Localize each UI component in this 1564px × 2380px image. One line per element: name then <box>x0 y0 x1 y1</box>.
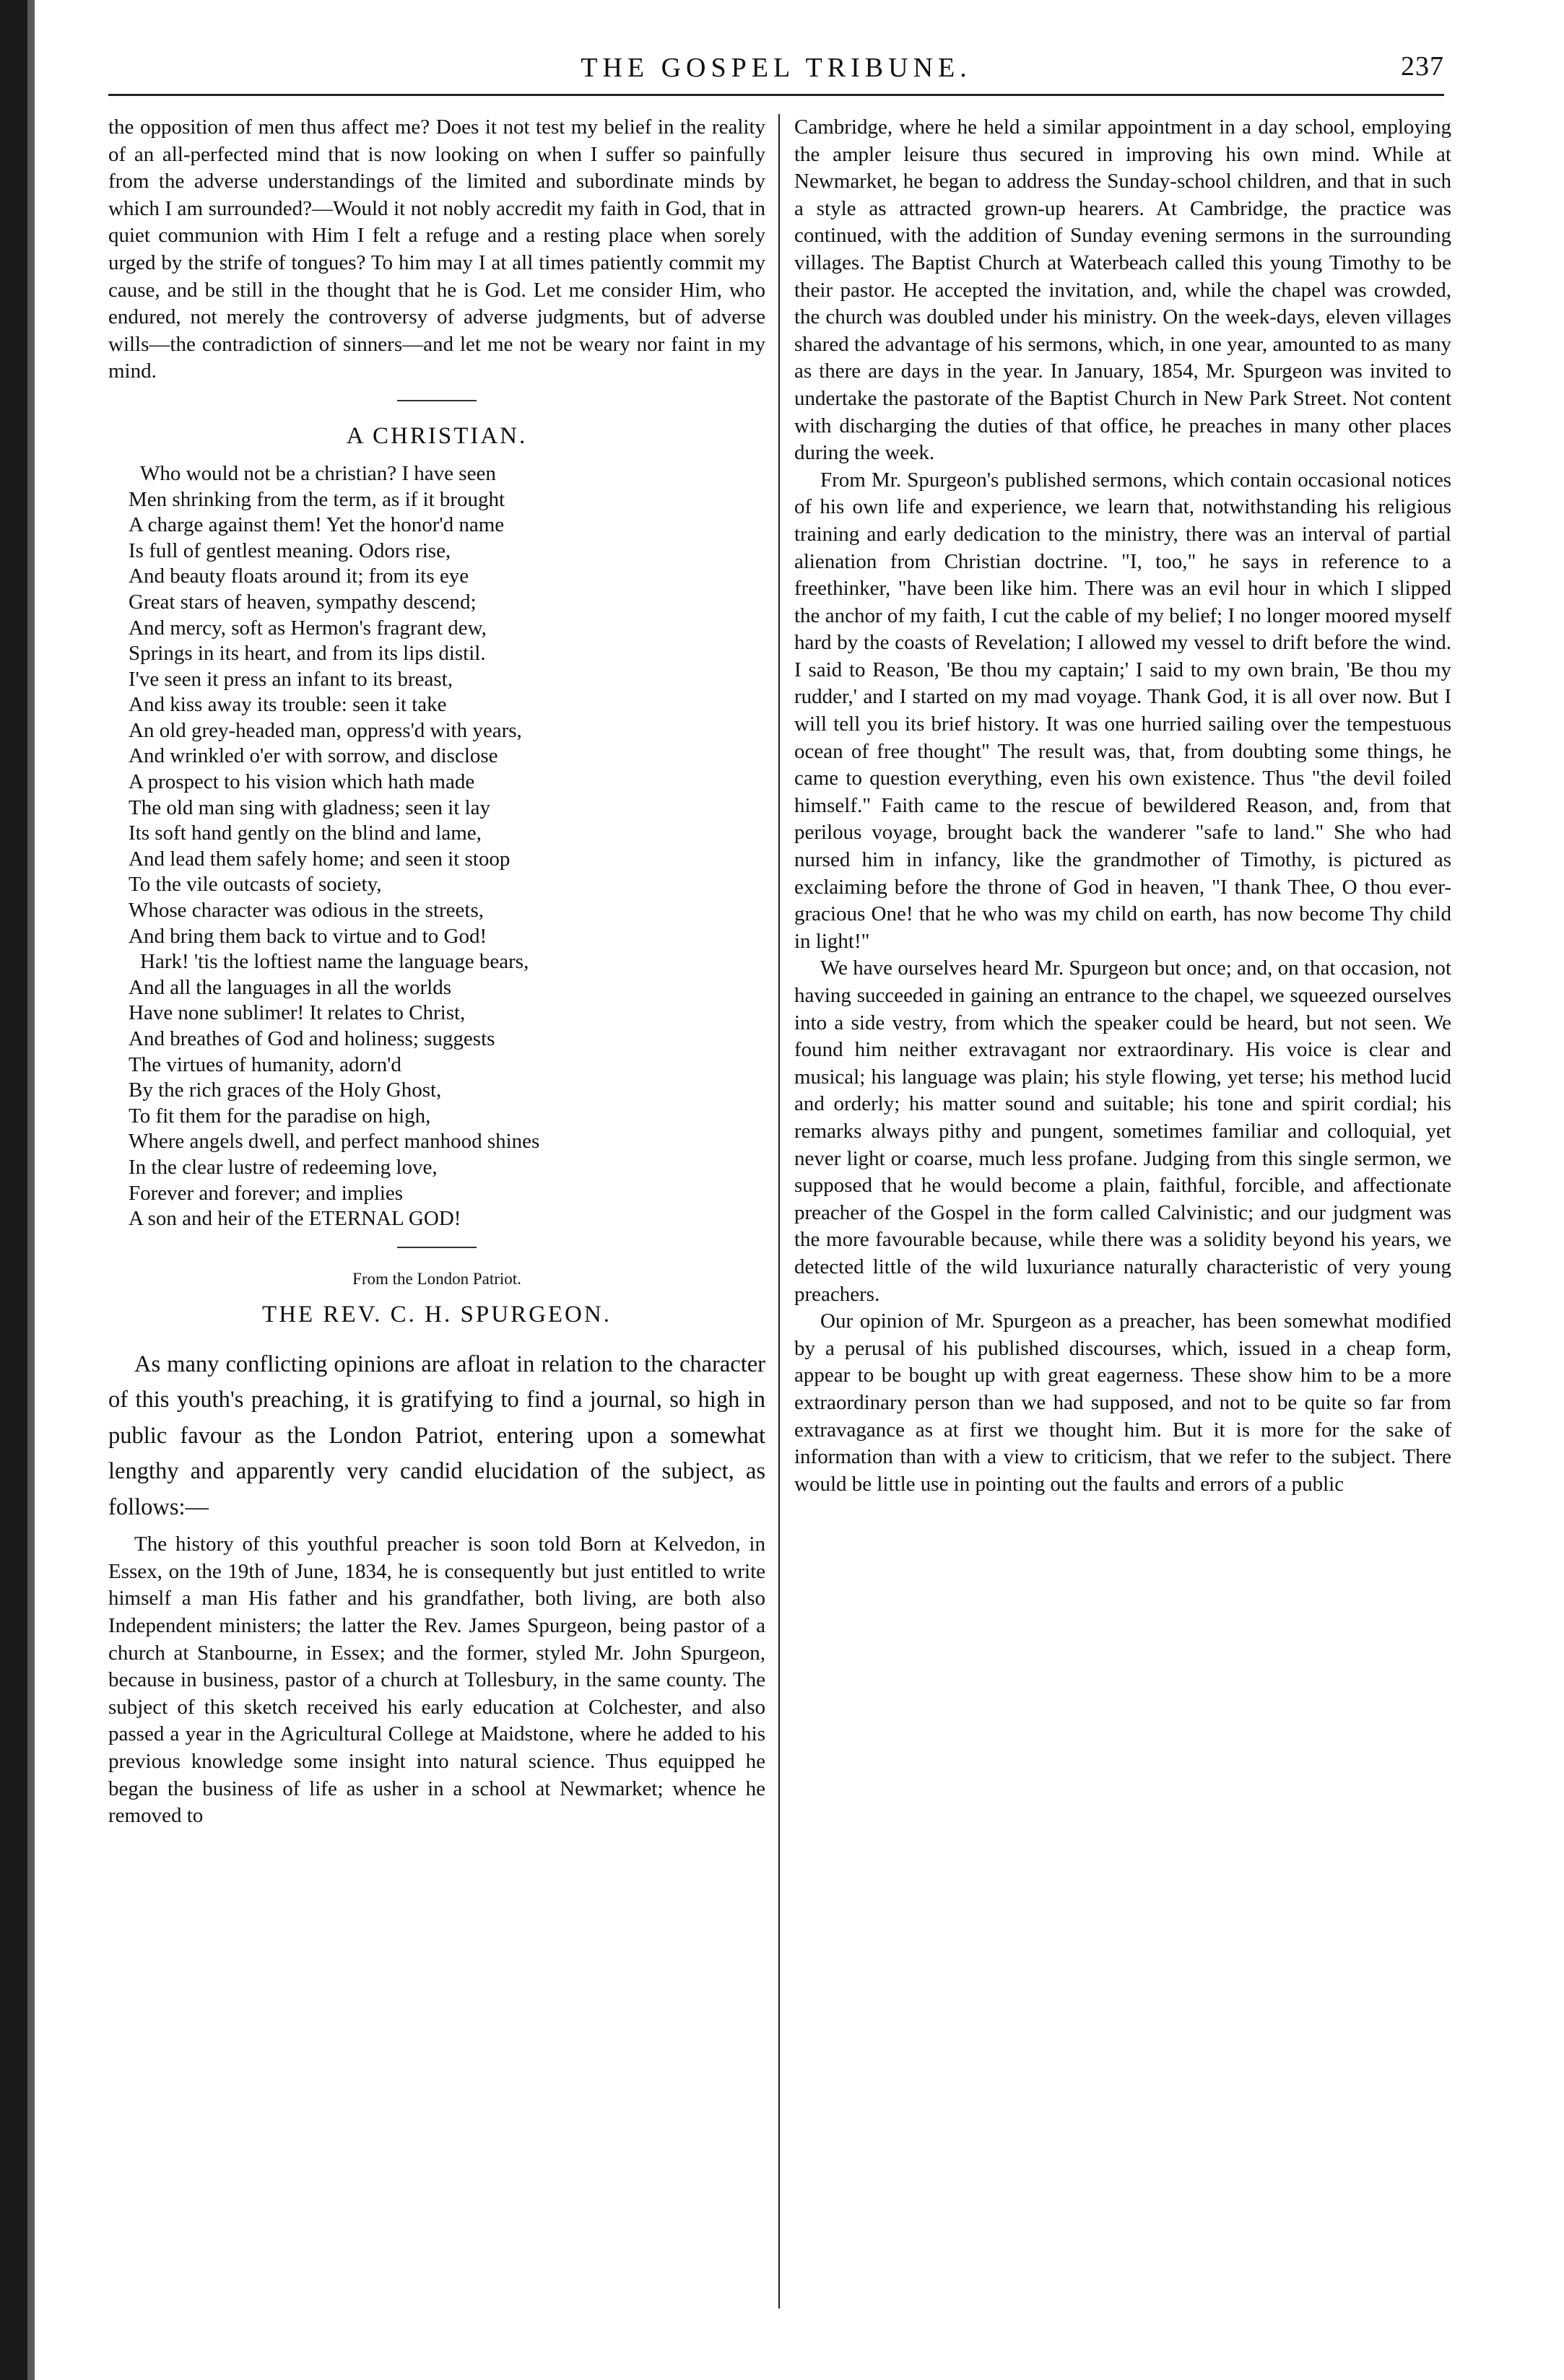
poem-line: The virtues of humanity, adorn'd <box>129 1052 401 1076</box>
poem-line: And all the languages in all the worlds <box>129 975 451 999</box>
poem-line: Great stars of heaven, sympathy descend; <box>129 590 477 614</box>
poem-line: Men shrinking from the term, as if it brought <box>129 487 505 511</box>
poem-line: A charge against them! Yet the honor'd name <box>129 513 505 537</box>
poem <box>108 461 765 1232</box>
poem-line: And bring them back to virtue and to God! <box>129 924 487 948</box>
article-intro-block <box>108 1347 765 1526</box>
poem-line: In the clear lustre of redeeming love, <box>129 1155 438 1179</box>
poem-line: And beauty floats around it; from its eye <box>129 565 469 588</box>
poem-line: Forever and forever; and implies <box>129 1181 404 1205</box>
article-title: THE REV. C. H. SPURGEON. <box>262 1301 612 1328</box>
text-columns <box>108 114 1451 2309</box>
poem-line: A son and heir of the ETERNAL GOD! <box>129 1207 461 1231</box>
poem-line: Where angels dwell, and perfect manhood shines <box>129 1130 540 1154</box>
column-divider <box>778 114 780 2309</box>
poem-line: The old man sing with gladness; seen it lay <box>129 795 490 819</box>
poem-line: A prospect to his vision which hath made <box>129 770 475 794</box>
poem-line: And mercy, soft as Hermon's fragrant dew, <box>129 616 487 640</box>
right-column <box>794 114 1451 2309</box>
poem-title: A CHRISTIAN. <box>346 422 528 449</box>
poem-line: I've seen it press an infant to its breast, <box>129 667 453 691</box>
article-paragraph: Our opinion of Mr. Spurgeon as a preacher, has been somewhat modified by a perusal of his published discourses, which, issued in a cheap form, appear to be bought up with great eagerness. These show him to be a more extraordinary person than we had supposed, and not to be quite so far from extravagance as at first we thought him. But it is more for the sake of information than with a view to criticism, that we refer to the subject. There would be little use in pointing out the faults and errors of a public <box>794 1309 1451 1496</box>
poem-line: And kiss away its trouble: seen it take <box>129 693 447 717</box>
poem-line: Have none sublimer! It relates to Christ, <box>129 1001 466 1025</box>
page-binding-shadow <box>27 0 35 2380</box>
article-paragraph: Cambridge, where he held a similar appointment in a day school, employing the ampler leisure thus secured in improving his own mind. While at Newmarket, he began to address the Sunday-school children, and that in such a style as attracted grown-up hearers. At Cambridge, the practice was continued, with the addition of Sunday evening sermons in the surrounding villages. The Baptist Church at Waterbeach called this young Timothy to be their pastor. He accepted the invitation, and, while the chapel was crowded, the church was doubled under his ministry. On the week-days, eleven villages shared the advantage of his sermons, which, in one year, amounted to as many as there are days in the year. In January, 1854, Mr. Spurgeon was invited to undertake the pastorate of the Baptist Church in New Park Street. Not content with discharging the duties of that office, he preaches in many other places during the week. <box>794 115 1451 465</box>
page-number: 237 <box>1401 51 1444 82</box>
left-column <box>108 114 765 2309</box>
poem-line: Is full of gentlest meaning. Odors rise, <box>129 539 451 562</box>
article-paragraph: The history of this youthful preacher is soon told Born at Kelvedon, in Essex, on the 19th of June, 1834, he is consequently but just entitled to write himself a man His father and his grandfather, both living, are both also Independent ministers; the latter the Rev. James Spurgeon, being pastor of a church at Stanbourne, in Essex; and the former, styled Mr. John Spurgeon, because in business, pastor of a church at Tollesbury, in the same county. The subject of this sketch received his early education at Colchester, and also passed a year in the Agricultural College at Maidstone, where he added to his previous knowledge some insight into natural science. Thus equipped he began the business of life as usher in a school at Newmarket; whence he removed to <box>108 1533 765 1828</box>
poem-line: Whose character was odious in the streets, <box>129 899 485 923</box>
poem-line: An old grey-headed man, oppress'd with years, <box>129 718 522 742</box>
opening-paragraph: the opposition of men thus affect me? Does it not test my belief in the reality of an all-perfected mind that is now looking on when I suffer so painfully from the adverse understandings of the limited and subordinate minds by which I am surrounded?—Would it not nobly accredit my faith in God, that in quiet communion with Him I felt a refuge and a resting place when sorely urged by the strife of tongues? To him may I at all times patiently commit my cause, and be still in the thought that he is God. Let me consider Him, who endured, not merely the controversy of adverse judgments, but of adverse wills—the contradiction of sinners—and let me not be weary nor faint in my mind. <box>108 115 765 383</box>
page-binding-edge <box>0 0 27 2380</box>
poem-line: And wrinkled o'er with sorrow, and disclose <box>129 744 498 768</box>
source-credit: From the London Patriot. <box>352 1269 521 1288</box>
page-header <box>108 51 1444 96</box>
poem-line: To fit them for the paradise on high, <box>129 1104 431 1128</box>
article-paragraph: We have ourselves heard Mr. Spurgeon but once; and, on that occasion, not having succeeded in gaining an entrance to the chapel, we squeezed ourselves into a side vestry, from which the speaker could be heard, but not seen. We found him neither extravagant nor extraordinary. His voice is clear and musical; his language was plain; his style flowing, yet terse; his method lucid and orderly; his matter sound and suitable; his tone and spirit cordial; his remarks always pithy and pungent, sometimes familiar and colloquial, yet never light or coarse, much less profane. Judging from this single sermon, we supposed that he would become a plain, faithful, forcible, and affectionate preacher of the Gospel in the form called Calvinistic; and our judgment was the more favourable because, while there was a solidity beyond his years, we detected little of the wild luxuriance naturally characteristic of very young preachers. <box>794 956 1451 1306</box>
poem-line: To the vile outcasts of society, <box>129 873 382 897</box>
poem-line: And breathes of God and holiness; suggests <box>129 1027 495 1050</box>
poem-line: Its soft hand gently on the blind and lame, <box>129 821 482 845</box>
poem-line: By the rich graces of the Holy Ghost, <box>129 1078 442 1102</box>
poem-line: Who would not be a christian? I have seen <box>140 461 496 485</box>
section-divider <box>397 400 477 401</box>
poem-line: Springs in its heart, and from its lips distil. <box>129 642 486 666</box>
article-paragraph: From Mr. Spurgeon's published sermons, which contain occasional notices of his own life and experience, we learn that, notwithstanding his religious training and early dedication to the ministry, there was an interval of partial alienation from Christian doctrine. "I, too," he says in reference to a freethinker, "have been like him. There was an evil hour in which I slipped the anchor of my faith, I cut the cable of my belief; I no longer moored myself hard by the coasts of Revelation; I allowed my vessel to drift before the wind. I said to Reason, 'Be thou my captain;' I said to my own brain, 'Be thou my rudder,' and I started on my mad voyage. Thank God, it is all over now. But I will tell you its brief history. It was one hurried sailing over the tempestuous ocean of free thought" The result was, that, from doubting some things, he came to question everything, even his own existence. Thus "the devil foiled himself." Faith came to the rescue of bewildered Reason, and, from that perilous voyage, brought back the wanderer "safe to land." She who had nursed him in infancy, like the grandmother of Timothy, is pictured as exclaiming before the throne of God in heaven, "I thank Thee, O thou ever-gracious One! that he who was my child on earth, has now become Thy child in light!" <box>794 468 1451 953</box>
poem-line: Hark! 'tis the loftiest name the language bears, <box>140 950 529 974</box>
poem-line: And lead them safely home; and seen it stoop <box>129 847 511 871</box>
publication-title: THE GOSPEL TRIBUNE. <box>581 53 972 83</box>
newspaper-page <box>108 51 1451 2310</box>
section-divider <box>397 1247 477 1248</box>
article-intro: As many conflicting opinions are afloat in relation to the character of this youth's preaching, it is gratifying to find a journal, so high in public favour as the London Patriot, entering upon a somewhat lengthy and apparently very candid elucidation of the subject, as follows:— <box>108 1351 765 1520</box>
